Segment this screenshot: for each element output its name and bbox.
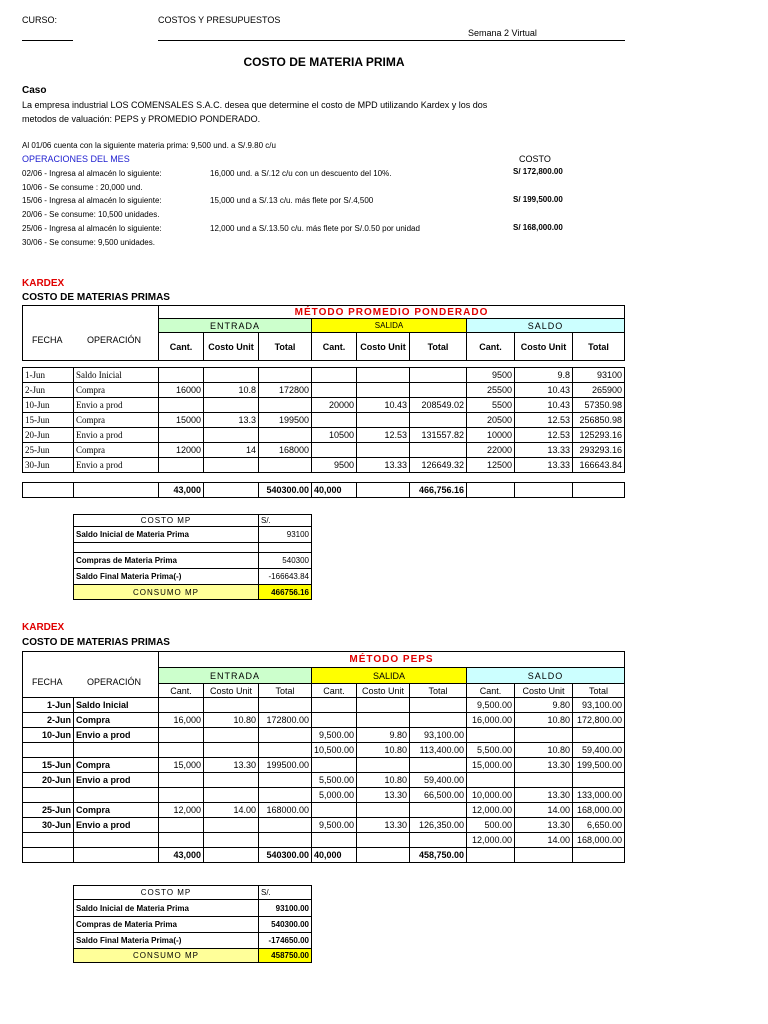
cell-entrada-total [259, 833, 312, 848]
cell-entrada-costo: 14 [204, 443, 259, 458]
cell-entrada-cant [159, 698, 204, 713]
table-row [23, 413, 625, 428]
cell-entrada-total [259, 458, 312, 473]
total-salida-cant: 40,000 [312, 483, 357, 498]
table-row [23, 458, 625, 473]
cell-saldo-total [573, 728, 625, 743]
cell-entrada-total: 172800.00 [259, 713, 312, 728]
total-salida-total: 458,750.00 [410, 848, 467, 863]
cell-salida-total [410, 383, 467, 398]
cell-salida-costo: 9.80 [357, 728, 410, 743]
table-row [23, 773, 625, 788]
cell-entrada-cant: 15000 [159, 413, 204, 428]
cell-salida-total: 126649.32 [410, 458, 467, 473]
cell-saldo-costo: 13.30 [515, 758, 573, 773]
cell-entrada-costo: 10.80 [204, 713, 259, 728]
case-initial: Al 01/06 cuenta con la siguiente materia prima: 9,500 und. a S/.9.80 c/u [22, 141, 276, 150]
col-costo-unit: Costo Unit [204, 333, 259, 361]
cell-saldo-costo: 13.33 [515, 443, 573, 458]
salida-header: SALIDA [312, 319, 467, 333]
cell-saldo-costo: 10.43 [515, 383, 573, 398]
cell-saldo-total: 93,100.00 [573, 698, 625, 713]
cell-saldo-cant: 12500 [467, 458, 515, 473]
cell-saldo-total: 256850.98 [573, 413, 625, 428]
cell-salida-costo: 13.30 [357, 818, 410, 833]
cell-saldo-cant: 9,500.00 [467, 698, 515, 713]
cell-entrada-cant [159, 368, 204, 383]
cell-saldo-costo: 13.30 [515, 788, 573, 803]
cell-entrada-cant: 15,000 [159, 758, 204, 773]
cell-fecha: 1-Jun [23, 698, 74, 713]
cell-salida-total: 113,400.00 [410, 743, 467, 758]
cell-operacion [74, 743, 159, 758]
cell-salida-cant: 5,500.00 [312, 773, 357, 788]
cell-salida-cant [312, 443, 357, 458]
course-name: COSTOS Y PRESUPUESTOS [158, 15, 281, 25]
cell-saldo-costo: 10.80 [515, 713, 573, 728]
summary-title: COSTO MP [74, 515, 259, 527]
cell-operacion: Compra [74, 443, 159, 458]
summary-label: Saldo Inicial de Materia Prima [74, 900, 259, 917]
consumo-value: 466756.16 [259, 585, 312, 600]
cell-salida-costo [357, 368, 410, 383]
cell-salida-cant: 9,500.00 [312, 728, 357, 743]
cell-fecha: 2-Jun [23, 383, 74, 398]
cell-saldo-total: 172,800.00 [573, 713, 625, 728]
cell-saldo-costo: 9.80 [515, 698, 573, 713]
consumo-label: CONSUMO MP [74, 949, 259, 963]
summary-label: Saldo Inicial de Materia Prima [74, 527, 259, 543]
table-row [23, 428, 625, 443]
cell-fecha [23, 743, 74, 758]
cell-fecha: 15-Jun [23, 413, 74, 428]
cell-salida-total: 208549.02 [410, 398, 467, 413]
cell-entrada-costo [204, 368, 259, 383]
kardex-1-subtitle: COSTO DE MATERIAS PRIMAS [22, 292, 170, 303]
col-total: Total [573, 333, 625, 361]
total-salida-total: 466,756.16 [410, 483, 467, 498]
cell-saldo-cant: 10000 [467, 428, 515, 443]
cell-operacion: Compra [74, 413, 159, 428]
cell-operacion: Envio a prod [74, 428, 159, 443]
cell-operacion: Envio a prod [74, 728, 159, 743]
cell-entrada-total: 199500 [259, 413, 312, 428]
cell-entrada-cant: 16,000 [159, 713, 204, 728]
cell-salida-costo [357, 443, 410, 458]
cell-operacion: Compra [74, 758, 159, 773]
cell-salida-cant [312, 383, 357, 398]
cell-saldo-cant: 9500 [467, 368, 515, 383]
operation-text: 15/06 - Ingresa al almacén lo siguiente: [22, 196, 162, 205]
cell-fecha: 25-Jun [23, 803, 74, 818]
col-costo-unit: Costo Unit [515, 333, 573, 361]
cell-operacion [74, 833, 159, 848]
kardex-1-totals [22, 482, 625, 498]
cell-entrada-cant [159, 788, 204, 803]
col-cant: Cant. [312, 333, 357, 361]
kardex-1-table [22, 305, 625, 473]
entrada-header: ENTRADA [159, 668, 312, 684]
col-fecha: FECHA [32, 335, 63, 345]
cell-salida-total: 59,400.00 [410, 773, 467, 788]
cell-entrada-costo: 14.00 [204, 803, 259, 818]
cell-entrada-cant [159, 773, 204, 788]
cell-saldo-costo [515, 773, 573, 788]
cell-saldo-total: 125293.16 [573, 428, 625, 443]
cell-salida-costo [357, 713, 410, 728]
cell-saldo-cant: 5,500.00 [467, 743, 515, 758]
cell-saldo-cant: 12,000.00 [467, 803, 515, 818]
cell-entrada-costo: 13.3 [204, 413, 259, 428]
cell-salida-costo [357, 698, 410, 713]
cell-entrada-cant [159, 428, 204, 443]
col-cant: Cant. [159, 333, 204, 361]
page-title: COSTO DE MATERIA PRIMA [243, 55, 405, 69]
cell-salida-costo: 10.80 [357, 743, 410, 758]
cell-salida-total [410, 833, 467, 848]
cell-saldo-total: 199,500.00 [573, 758, 625, 773]
cell-salida-costo: 13.30 [357, 788, 410, 803]
total-entrada-total: 540300.00 [259, 848, 312, 863]
table-row [23, 833, 625, 848]
kardex-2-rows [23, 698, 625, 848]
cell-saldo-cant [467, 728, 515, 743]
cell-fecha: 30-Jun [23, 818, 74, 833]
cell-salida-cant: 9,500.00 [312, 818, 357, 833]
cell-fecha [23, 788, 74, 803]
header-underline [158, 40, 625, 41]
cell-operacion: Envio a prod [74, 398, 159, 413]
cell-saldo-cant: 5500 [467, 398, 515, 413]
cell-saldo-total: 168,000.00 [573, 803, 625, 818]
cell-entrada-cant [159, 833, 204, 848]
cell-operacion: Compra [74, 803, 159, 818]
table-row [23, 368, 625, 383]
curso-underline [22, 40, 73, 41]
cell-fecha: 2-Jun [23, 713, 74, 728]
cell-saldo-cant: 22000 [467, 443, 515, 458]
cell-entrada-costo [204, 698, 259, 713]
summary-title: COSTO MP [74, 886, 259, 900]
col-total: Total [259, 684, 312, 698]
cell-saldo-total: 6,650.00 [573, 818, 625, 833]
cell-entrada-cant [159, 743, 204, 758]
col-cant: Cant. [159, 684, 204, 698]
cell-entrada-cant: 12,000 [159, 803, 204, 818]
summary-value: -174650.00 [259, 933, 312, 949]
cell-saldo-costo: 14.00 [515, 833, 573, 848]
cell-entrada-costo [204, 398, 259, 413]
operation-text: 20/06 - Se consume: 10,500 unidades. [22, 210, 160, 219]
col-operacion: OPERACIÓN [87, 677, 142, 687]
cell-fecha: 10-Jun [23, 398, 74, 413]
cell-operacion: Compra [74, 383, 159, 398]
cell-saldo-cant: 10,000.00 [467, 788, 515, 803]
cell-saldo-total: 168,000.00 [573, 833, 625, 848]
cell-entrada-costo [204, 458, 259, 473]
col-total: Total [573, 684, 625, 698]
col-costo-unit: Costo Unit [357, 333, 410, 361]
table-row [23, 728, 625, 743]
cell-salida-cant [312, 833, 357, 848]
cell-salida-costo [357, 803, 410, 818]
cell-saldo-total [573, 773, 625, 788]
cell-entrada-costo [204, 833, 259, 848]
cell-entrada-costo [204, 743, 259, 758]
cell-salida-total: 93,100.00 [410, 728, 467, 743]
saldo-header: SALDO [467, 319, 625, 333]
cell-entrada-total: 172800 [259, 383, 312, 398]
kardex-1-label: KARDEX [22, 278, 65, 289]
operations-title: OPERACIONES DEL MES [22, 154, 130, 164]
cell-saldo-costo: 9.8 [515, 368, 573, 383]
cell-saldo-cant: 500.00 [467, 818, 515, 833]
cell-entrada-cant [159, 398, 204, 413]
cell-fecha: 15-Jun [23, 758, 74, 773]
cell-entrada-total [259, 428, 312, 443]
table-row [23, 698, 625, 713]
cell-saldo-total: 57350.98 [573, 398, 625, 413]
cell-entrada-costo [204, 728, 259, 743]
cell-entrada-total [259, 788, 312, 803]
summary-value: 93100 [259, 527, 312, 543]
operation-detail: 12,000 und a S/.13.50 c/u. más flete por S/.0.50 por unidad [210, 224, 420, 233]
cell-entrada-total: 199500.00 [259, 758, 312, 773]
cell-salida-costo [357, 413, 410, 428]
cell-entrada-total: 168000.00 [259, 803, 312, 818]
cell-salida-costo: 13.33 [357, 458, 410, 473]
col-costo-unit: Costo Unit [515, 684, 573, 698]
total-entrada-cant: 43,000 [159, 848, 204, 863]
cell-salida-total [410, 443, 467, 458]
cell-saldo-total: 293293.16 [573, 443, 625, 458]
cost-title: COSTO [519, 154, 551, 164]
cell-entrada-costo [204, 428, 259, 443]
cell-saldo-cant: 16,000.00 [467, 713, 515, 728]
table-row [23, 398, 625, 413]
cell-entrada-cant: 12000 [159, 443, 204, 458]
cell-entrada-cant [159, 458, 204, 473]
consumo-label: CONSUMO MP [74, 585, 259, 600]
cell-saldo-total: 93100 [573, 368, 625, 383]
cell-entrada-cant [159, 818, 204, 833]
table-row [23, 713, 625, 728]
cell-entrada-total [259, 728, 312, 743]
kardex-2-method: MÉTODO PEPS [159, 652, 625, 668]
table-row [23, 788, 625, 803]
cell-saldo-costo: 10.80 [515, 743, 573, 758]
cell-salida-total [410, 713, 467, 728]
summary-label: Saldo Final Materia Prima(-) [74, 569, 259, 585]
cell-entrada-costo [204, 773, 259, 788]
cell-fecha [23, 833, 74, 848]
operation-cost: S/ 168,000.00 [513, 223, 563, 232]
cell-operacion: Envio a prod [74, 818, 159, 833]
cell-entrada-cant [159, 728, 204, 743]
col-total: Total [259, 333, 312, 361]
col-cant: Cant. [467, 684, 515, 698]
cell-saldo-costo [515, 728, 573, 743]
cell-saldo-cant: 12,000.00 [467, 833, 515, 848]
table-row [23, 443, 625, 458]
col-fecha: FECHA [32, 677, 63, 687]
table-row [23, 803, 625, 818]
cell-fecha: 25-Jun [23, 443, 74, 458]
cell-salida-cant [312, 698, 357, 713]
cell-saldo-costo: 14.00 [515, 803, 573, 818]
col-costo-unit: Costo Unit [357, 684, 410, 698]
cell-salida-costo [357, 383, 410, 398]
cell-entrada-total [259, 398, 312, 413]
cell-salida-total [410, 698, 467, 713]
cell-salida-cant [312, 713, 357, 728]
salida-header: SALIDA [312, 668, 467, 684]
col-cant: Cant. [467, 333, 515, 361]
cell-operacion: Compra [74, 713, 159, 728]
operation-text: 10/06 - Se consume : 20,000 und. [22, 183, 143, 192]
operation-cost: S/ 172,800.00 [513, 167, 563, 176]
kardex-2-label: KARDEX [22, 622, 65, 633]
summary-label: Compras de Materia Prima [74, 553, 259, 569]
cell-saldo-total: 133,000.00 [573, 788, 625, 803]
col-cant: Cant. [312, 684, 357, 698]
cell-operacion [74, 788, 159, 803]
col-operacion: OPERACIÓN [87, 335, 142, 345]
summary-value: 540300 [259, 553, 312, 569]
cell-salida-costo: 10.80 [357, 773, 410, 788]
kardex-2-summary [73, 885, 312, 963]
summary-value: -166643.84 [259, 569, 312, 585]
operation-cost: S/ 199,500.00 [513, 195, 563, 204]
case-heading: Caso [22, 85, 47, 96]
cell-salida-total [410, 803, 467, 818]
cell-salida-total: 131557.82 [410, 428, 467, 443]
col-total: Total [410, 684, 467, 698]
cell-operacion: Saldo Inicial [74, 698, 159, 713]
kardex-1-summary [73, 514, 312, 600]
cell-salida-total [410, 413, 467, 428]
cell-entrada-total [259, 743, 312, 758]
cell-entrada-costo [204, 788, 259, 803]
summary-label: Compras de Materia Prima [74, 917, 259, 933]
kardex-1-rows [23, 368, 625, 473]
cell-salida-costo [357, 758, 410, 773]
summary-currency: S/. [259, 515, 312, 527]
week-label: Semana 2 Virtual [468, 28, 537, 38]
cell-saldo-total: 166643.84 [573, 458, 625, 473]
entrada-header: ENTRADA [159, 319, 312, 333]
case-line-1: La empresa industrial LOS COMENSALES S.A.C. desea que determine el costo de MPD utilizando Kardex y los dos [22, 100, 488, 110]
cell-salida-costo [357, 833, 410, 848]
cell-salida-cant [312, 368, 357, 383]
table-row [23, 383, 625, 398]
cell-saldo-cant: 15,000.00 [467, 758, 515, 773]
cell-salida-costo: 10.43 [357, 398, 410, 413]
operation-text: 02/06 - Ingresa al almacén lo siguiente: [22, 169, 162, 178]
cell-saldo-total: 59,400.00 [573, 743, 625, 758]
summary-label: Saldo Final Materia Prima(-) [74, 933, 259, 949]
cell-entrada-cant: 16000 [159, 383, 204, 398]
case-line-2: metodos de valuación: PEPS y PROMEDIO PONDERADO. [22, 114, 261, 124]
cell-fecha: 20-Jun [23, 428, 74, 443]
total-entrada-cant: 43,000 [159, 483, 204, 498]
cell-entrada-total [259, 368, 312, 383]
operation-detail: 16,000 und. a S/.12 c/u con un descuento del 10%. [210, 169, 392, 178]
cell-operacion: Saldo Inicial [74, 368, 159, 383]
cell-salida-cant: 5,000.00 [312, 788, 357, 803]
cell-fecha: 30-Jun [23, 458, 74, 473]
cell-salida-total: 126,350.00 [410, 818, 467, 833]
table-row [23, 758, 625, 773]
cell-fecha: 20-Jun [23, 773, 74, 788]
operation-detail: 15,000 und a S/.13 c/u. más flete por S/.4,500 [210, 196, 374, 205]
cell-saldo-cant: 20500 [467, 413, 515, 428]
cell-salida-cant: 10500 [312, 428, 357, 443]
cell-entrada-total: 168000 [259, 443, 312, 458]
cell-saldo-costo: 12.53 [515, 428, 573, 443]
cell-salida-total [410, 758, 467, 773]
cell-entrada-total [259, 773, 312, 788]
cell-saldo-costo: 10.43 [515, 398, 573, 413]
cell-salida-costo: 12.53 [357, 428, 410, 443]
col-total: Total [410, 333, 467, 361]
summary-currency: S/. [259, 886, 312, 900]
operation-text: 25/06 - Ingresa al almacén lo siguiente: [22, 224, 162, 233]
col-costo-unit: Costo Unit [204, 684, 259, 698]
table-row [23, 743, 625, 758]
cell-operacion: Envio a prod [74, 458, 159, 473]
cell-salida-cant: 9500 [312, 458, 357, 473]
summary-value: 93100.00 [259, 900, 312, 917]
cell-entrada-total [259, 818, 312, 833]
cell-entrada-costo: 10.8 [204, 383, 259, 398]
table-row [23, 818, 625, 833]
kardex-1-method: MÉTODO PROMEDIO PONDERADO [159, 306, 625, 319]
consumo-value: 458750.00 [259, 949, 312, 963]
cell-salida-total [410, 368, 467, 383]
cell-saldo-cant: 25500 [467, 383, 515, 398]
cell-salida-cant [312, 413, 357, 428]
cell-salida-cant: 10,500.00 [312, 743, 357, 758]
kardex-2-subtitle: COSTO DE MATERIAS PRIMAS [22, 637, 170, 648]
summary-value: 540300.00 [259, 917, 312, 933]
cell-fecha: 10-Jun [23, 728, 74, 743]
cell-fecha: 1-Jun [23, 368, 74, 383]
cell-entrada-total [259, 698, 312, 713]
cell-entrada-costo: 13.30 [204, 758, 259, 773]
cell-saldo-costo: 12.53 [515, 413, 573, 428]
cell-operacion: Envio a prod [74, 773, 159, 788]
cell-salida-cant [312, 758, 357, 773]
operation-text: 30/06 - Se consume: 9,500 unidades. [22, 238, 155, 247]
total-entrada-total: 540300.00 [259, 483, 312, 498]
total-salida-cant: 40,000 [312, 848, 357, 863]
cell-salida-cant [312, 803, 357, 818]
cell-salida-cant: 20000 [312, 398, 357, 413]
saldo-header: SALDO [467, 668, 625, 684]
cell-saldo-cant [467, 773, 515, 788]
cell-entrada-costo [204, 818, 259, 833]
cell-saldo-costo: 13.30 [515, 818, 573, 833]
curso-label: CURSO: [22, 15, 58, 25]
cell-salida-total: 66,500.00 [410, 788, 467, 803]
cell-saldo-costo: 13.33 [515, 458, 573, 473]
cell-saldo-total: 265900 [573, 383, 625, 398]
